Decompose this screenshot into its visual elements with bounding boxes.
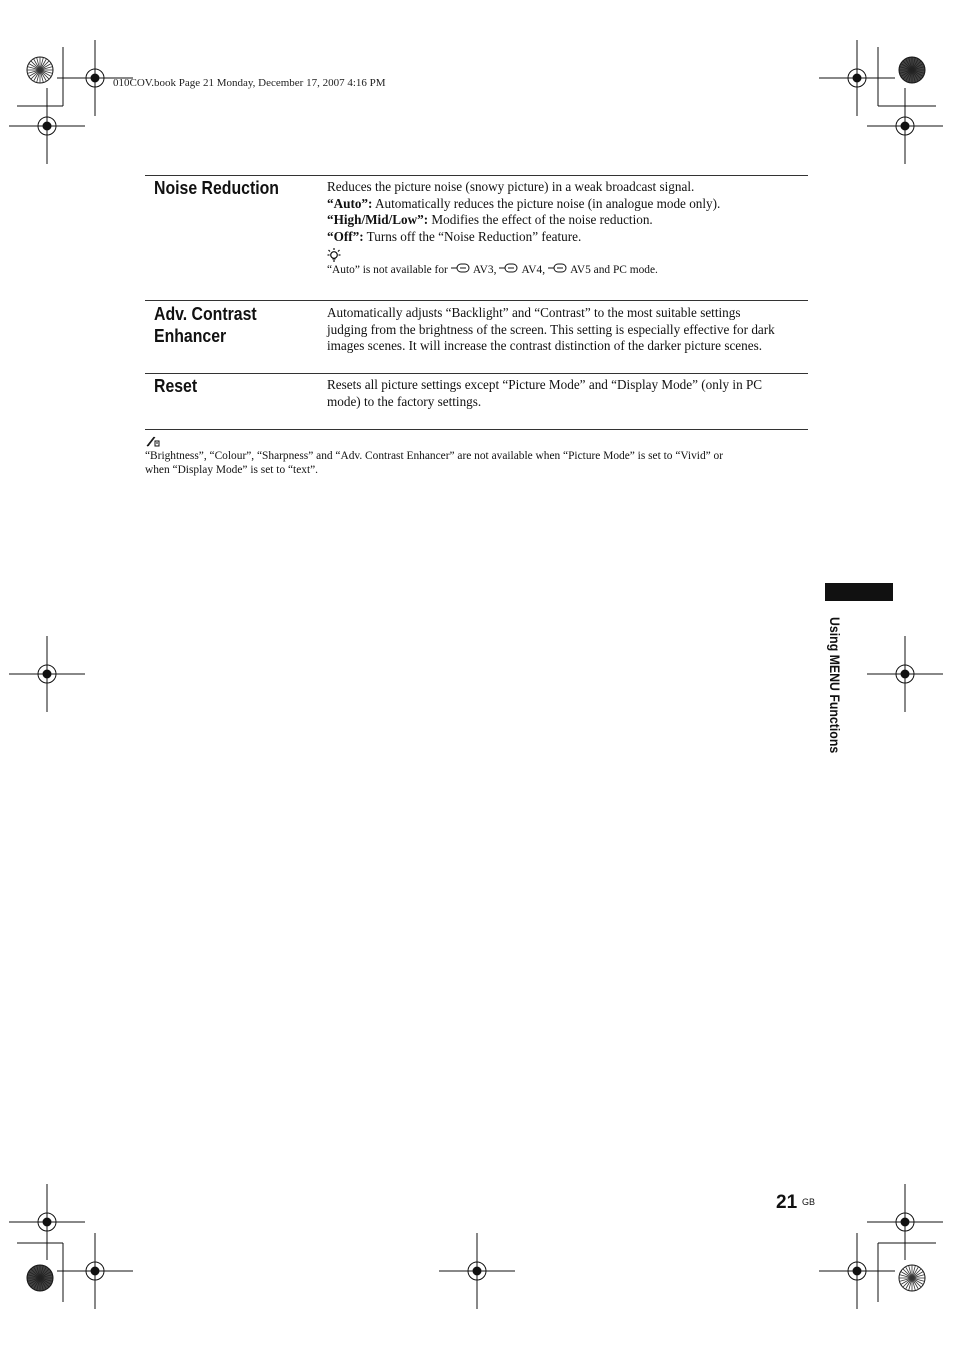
crosshair-mark	[867, 636, 943, 712]
section-divider	[145, 175, 808, 176]
crosshair-mark	[9, 636, 85, 712]
desc-line: mode) to the factory settings.	[327, 393, 482, 409]
starburst-mark	[899, 57, 925, 83]
desc-line: judging from the brightness of the screen. This setting is especially effective for dark	[327, 321, 775, 337]
setting-label-reset	[154, 375, 197, 397]
starburst-mark	[27, 57, 53, 83]
chapter-side-label-text: Using MENU Functions	[827, 617, 843, 754]
note-line: when “Display Mode” is set to “text”.	[145, 463, 319, 476]
starburst-mark	[899, 1265, 925, 1291]
crosshair-mark	[9, 88, 85, 164]
label-line: Noise Reduction	[154, 178, 279, 198]
note-line: “Brightness”, “Colour”, “Sharpness” and “Adv. Contrast Enhancer” are not available when “Picture Mode” is set to “Vivid” or	[145, 450, 724, 462]
crosshair-mark	[819, 40, 895, 116]
setting-desc-reset	[327, 377, 809, 410]
input-jack-icon	[499, 263, 519, 277]
page-suffix: GB	[802, 1197, 816, 1207]
input-jack-icon	[451, 263, 471, 277]
note-text	[145, 450, 810, 477]
setting-label-adv-contrast-enhancer	[154, 303, 257, 347]
desc-line: “High/Mid/Low”: Modifies the effect of the noise reduction.	[327, 212, 653, 227]
tip-text: “Auto” is not available for AV3, AV4, AV5 and PC mode.	[327, 264, 658, 276]
setting-label-noise-reduction	[154, 177, 279, 199]
desc-line: Automatically adjusts “Backlight” and “Contrast” to the most suitable settings	[327, 305, 741, 320]
chapter-tab-marker	[825, 583, 893, 601]
desc-line: Resets all picture settings except “Picture Mode” and “Display Mode” (only in PC	[327, 377, 763, 392]
section-divider	[145, 373, 808, 374]
label-line: Adv. Contrast	[154, 304, 257, 324]
print-header: 010COV.book Page 21 Monday, December 17, 2007 4:16 PM	[113, 77, 386, 89]
label-line: Enhancer	[154, 326, 227, 346]
setting-desc-adv-contrast-enhancer	[327, 305, 809, 355]
chapter-side-label	[819, 617, 849, 787]
crosshair-mark	[819, 1233, 895, 1309]
lightbulb-icon	[327, 247, 809, 263]
crosshair-mark	[9, 1184, 85, 1260]
desc-line: Reduces the picture noise (snowy picture) in a weak broadcast signal.	[327, 179, 695, 194]
section-divider	[145, 429, 808, 430]
starburst-mark	[27, 1265, 53, 1291]
page-number: 21	[776, 1192, 798, 1213]
crosshair-mark	[439, 1233, 515, 1309]
crosshair-mark	[57, 1233, 133, 1309]
desc-line: “Off”: Turns off the “Noise Reduction” feature.	[327, 228, 582, 244]
input-jack-icon	[548, 263, 568, 277]
desc-line: “Auto”: Automatically reduces the picture noise (in analogue mode only).	[327, 195, 721, 211]
setting-desc-noise-reduction	[327, 179, 809, 277]
desc-line: images scenes. It will increase the contrast distinction of the darker picture scenes.	[327, 338, 763, 353]
section-divider	[145, 300, 808, 301]
label-line: Reset	[154, 376, 198, 396]
